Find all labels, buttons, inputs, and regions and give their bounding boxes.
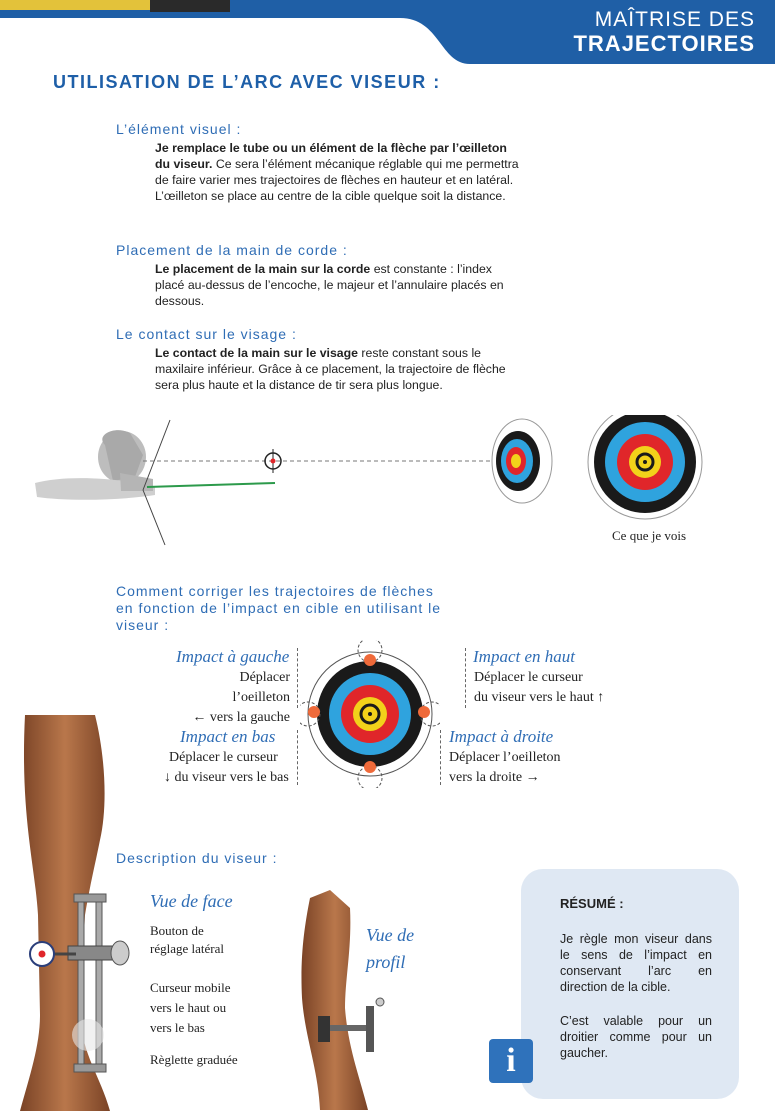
divider-right-top (465, 648, 466, 708)
section-title-correct (116, 583, 441, 634)
summary-text-1: Je règle mon viseur dans le sens de l’impact en conservant l’arc en direction de la cible. (560, 932, 712, 994)
impact-right-line1: Déplacer l’oeilleton (449, 750, 561, 765)
distant-target-icon (492, 419, 552, 503)
front-view-title: Vue de face (150, 891, 233, 911)
label-lateral-button (150, 922, 224, 958)
impact-bottom-title: Impact en bas (180, 727, 276, 746)
divider-right-bottom (440, 730, 441, 785)
page-title: UTILISATION DE L’ARC AVEC VISEUR : (53, 72, 441, 92)
divider-left-bottom (297, 730, 298, 785)
label-cursor-line3: vers le bas (150, 1020, 205, 1035)
profile-view-title (366, 922, 414, 976)
impact-right-line2: vers la droite (449, 770, 523, 785)
arrow-line (147, 483, 275, 487)
label-cursor-line1: Curseur mobile (150, 980, 231, 995)
impact-top-title: Impact en haut (473, 647, 575, 666)
impact-left-dot (308, 706, 320, 718)
impact-left-text (180, 668, 290, 728)
visual-bold: Je remplace le tube ou un élément de la flèche par l’œilleton du viseur. (155, 141, 507, 171)
info-icon: i (489, 1039, 533, 1083)
profile-view-line1: Vue de (366, 925, 415, 945)
section-text-face (155, 345, 519, 393)
face-text: reste constant sous le maxilaire inférieur. Grâce à ce placement, la trajectoire de flèche sera plus haute et la distance de tir sera plus longue. (155, 346, 506, 392)
section-title-visual: L’élément visuel : (116, 121, 242, 137)
label-cursor-line2: vers le haut ou (150, 1000, 227, 1015)
summary-text-2: C’est valable pour un droitier comme pour un gaucher. (560, 1014, 712, 1060)
impact-bottom-line1: Déplacer le curseur (169, 750, 278, 765)
label-ruler: Règlette graduée (150, 1052, 238, 1067)
impact-bottom-dot (364, 761, 376, 773)
adjust-knob-icon (111, 941, 129, 965)
impact-target-diagram (300, 640, 440, 788)
impact-left-title: Impact à gauche (176, 647, 290, 666)
section-text-visual (155, 140, 519, 204)
arrow-down-icon: ↓ (164, 770, 171, 785)
hand-text: est constante : l’index placé au-dessus de l’encoche, le majeur et l’annulaire placés en dessous. (155, 262, 504, 308)
target-view-icon (588, 415, 702, 519)
impact-right-dot (418, 706, 430, 718)
correct-title-line1: Comment corriger les trajectoires de flèches (116, 583, 434, 599)
correct-title-line3: viseur : (116, 617, 170, 633)
impact-top-line2: du viseur vers le haut (474, 690, 594, 705)
hand-bold: Le placement de la main sur la corde (155, 262, 371, 276)
correct-title-line2: en fonction de l’impact en cible en utilisant le (116, 600, 442, 616)
label-lateral-button-line2: réglage latéral (150, 941, 224, 956)
visual-text-2: L’œilleton se place au centre de la cible quelque soit la distance. (155, 189, 506, 203)
label-lateral-button-line1: Bouton de (150, 923, 204, 938)
impact-bottom-text (164, 748, 289, 788)
header-title-line2: TRAJECTOIRES (573, 31, 755, 56)
bowstring-line (143, 420, 170, 490)
section-text-hand (155, 261, 519, 309)
target-caption: Ce que je vois (612, 528, 687, 543)
impact-right-title: Impact à droite (449, 727, 554, 746)
section-title-face: Le contact sur le visage : (116, 326, 297, 342)
impact-top-text (474, 668, 604, 708)
divider-left-top (297, 648, 298, 708)
visual-text: Ce sera l’élément mécanique réglable qui me permettra de faire varier mes trajectoires de flèches en hauteur et en latéral. (155, 157, 519, 187)
section-title-description: Description du viseur : (116, 850, 278, 866)
profile-view-line2: profil (366, 952, 406, 972)
header-title-line1: MAÎTRISE DES (594, 8, 755, 31)
label-cursor (150, 978, 231, 1038)
impact-right-text (449, 748, 561, 788)
impact-bottom-line2: du viseur vers le bas (174, 770, 289, 785)
impact-top-dot (364, 654, 376, 666)
sight-front-view (28, 890, 138, 1080)
arrow-right-icon: → (525, 770, 540, 785)
section-title-hand: Placement de la main de corde : (116, 242, 348, 258)
arrow-left-icon: ← (192, 710, 207, 725)
summary-title: RÉSUMÉ : (560, 896, 624, 911)
arrow-up-icon: ↑ (597, 690, 605, 705)
archer-head-icon (35, 430, 155, 500)
impact-top-line1: Déplacer le curseur (474, 670, 583, 685)
impact-left-line2: vers la gauche (209, 710, 290, 725)
face-bold: Le contact de la main sur le visage (155, 346, 358, 360)
impact-left-line1: Déplacer l’oeilleton (232, 670, 290, 705)
